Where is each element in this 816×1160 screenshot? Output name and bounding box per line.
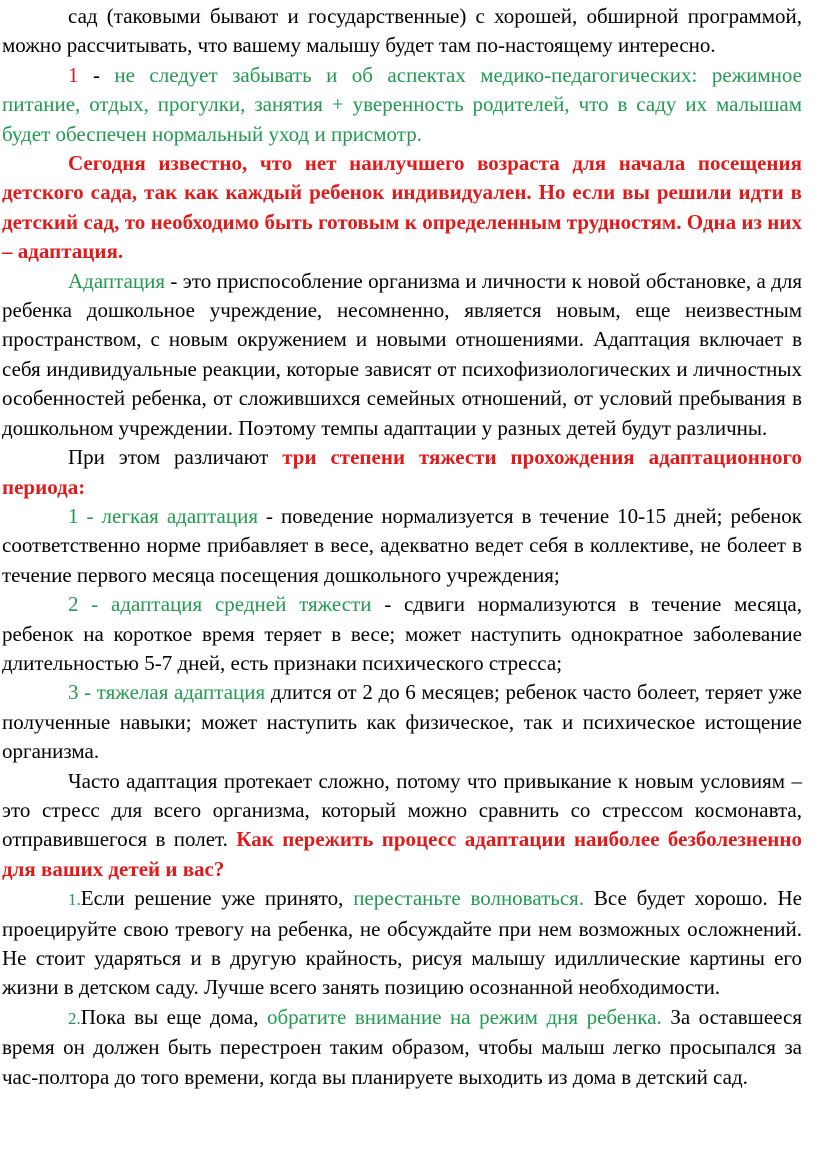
stress-question: Как пережить процесс адаптации наиболее безболезненно для ваших детей и вас? <box>2 827 803 881</box>
tip-1-highlight: перестаньте волноваться. <box>353 886 585 911</box>
degree-medium-text: - сдвиги нормализуются в течение месяца, ребенок на короткое время теряет в весе; может наступить однократное заболевание длительностью 5-7 дней, есть признаки психического стресса; <box>2 592 803 675</box>
paragraph-intro-continuation <box>2 2 802 61</box>
medical-aspects-text: не следует забывать и об аспектах медико-педагогических: режимное питание, отдых, прогулки, занятия + уверенность родителей, что в саду их малышам будет обеспечен нормальный уход и присмотр. <box>2 62 802 146</box>
paragraph-medical-aspects <box>2 61 802 149</box>
paragraph-adaptation-definition <box>2 267 802 443</box>
paragraph-three-degrees <box>2 443 802 502</box>
paragraph-degree-heavy <box>2 678 802 766</box>
three-degrees-highlight: три степени тяжести прохождения адаптационного периода: <box>2 445 803 499</box>
three-degrees-lead: При этом различают <box>68 445 283 470</box>
tip-2-highlight: обратите внимание на режим дня ребенка. <box>267 1004 662 1029</box>
intro-text: сад (таковыми бывают и государственные) с хорошей, обширной программой, можно рассчитывать, что вашему малышу будет там по-настоящему интересно. <box>2 4 802 58</box>
tip-1-lead: Если решение уже принято, <box>80 886 354 911</box>
item-dash: - <box>78 62 115 87</box>
tip-2-lead: Пока вы еще дома, <box>80 1004 267 1029</box>
paragraph-tip-1 <box>2 884 802 1003</box>
tip-1-text: Все будет хорошо. Не проецируйте свою тревогу на ребенка, не обсуждайте при нем возможных осложнений. Не стоит ударяться и в другую крайность, рисуя малышу идиллические картины его жизни в детском саду. Лучше всего занять позицию осознанной необходимости. <box>2 886 803 1000</box>
degree-medium-label: 2 - адаптация средней тяжести <box>68 592 372 617</box>
tip-2-number: 2. <box>68 1008 81 1028</box>
adaptation-term: Адаптация <box>68 268 166 293</box>
degree-heavy-label: 3 - тяжелая адаптация <box>68 680 266 705</box>
paragraph-no-best-age <box>2 149 802 267</box>
no-best-age-text: Сегодня известно, что нет наилучшего возраста для начала посещения детского сада, так как каждый ребенок индивидуален. Но если вы решили идти в детский сад, то необходимо быть готовым к определенным трудностям. Одна из них – адаптация. <box>2 151 802 264</box>
tip-1-number: 1. <box>68 890 81 910</box>
stress-text: Часто адаптация протекает сложно, потому что привыкание к новым условиям – это стресс для всего организма, который можно сравнить со стрессом космонавта, отправившегося в полет. <box>2 768 802 852</box>
tip-2-text: За оставшееся время он должен быть перестроен таким образом, чтобы малыш легко просыпался за час-полтора до того времени, когда вы планируете выходить из дома в детский сад. <box>2 1004 802 1089</box>
item-number-1: 1 <box>68 62 79 87</box>
degree-light-text: - поведение нормализуется в течение 10-15 дней; ребенок соответственно норме прибавляет в весе, адекватно ведет себя в коллективе, не болеет в течение первого месяца посещения дошкольного учреждения; <box>2 503 803 587</box>
degree-heavy-text: длится от 2 до 6 месяцев; ребенок часто болеет, теряет уже полученные навыки; может наступить как физическое, так и психическое истощение организма. <box>2 680 802 764</box>
paragraph-degree-medium <box>2 590 802 678</box>
adaptation-definition-text: - это приспособление организма и личности к новой обстановке, а для ребенка дошкольное учреждение, несомненно, является новым, еще неизвестным пространством, с новым окружением и новыми отношениями. Адаптация включает в себя индивидуальные реакции, которые зависят от психофизиологических и личностных особенностей ребенка, от сложившихся семейных отношений, от условий пребывания в дошкольном учреждении. Поэтому темпы адаптации у разных детей будут различны. <box>2 268 802 440</box>
degree-light-label: 1 - легкая адаптация <box>68 503 259 528</box>
paragraph-degree-light <box>2 502 802 590</box>
paragraph-stress <box>2 767 802 885</box>
paragraph-tip-2 <box>2 1003 802 1092</box>
